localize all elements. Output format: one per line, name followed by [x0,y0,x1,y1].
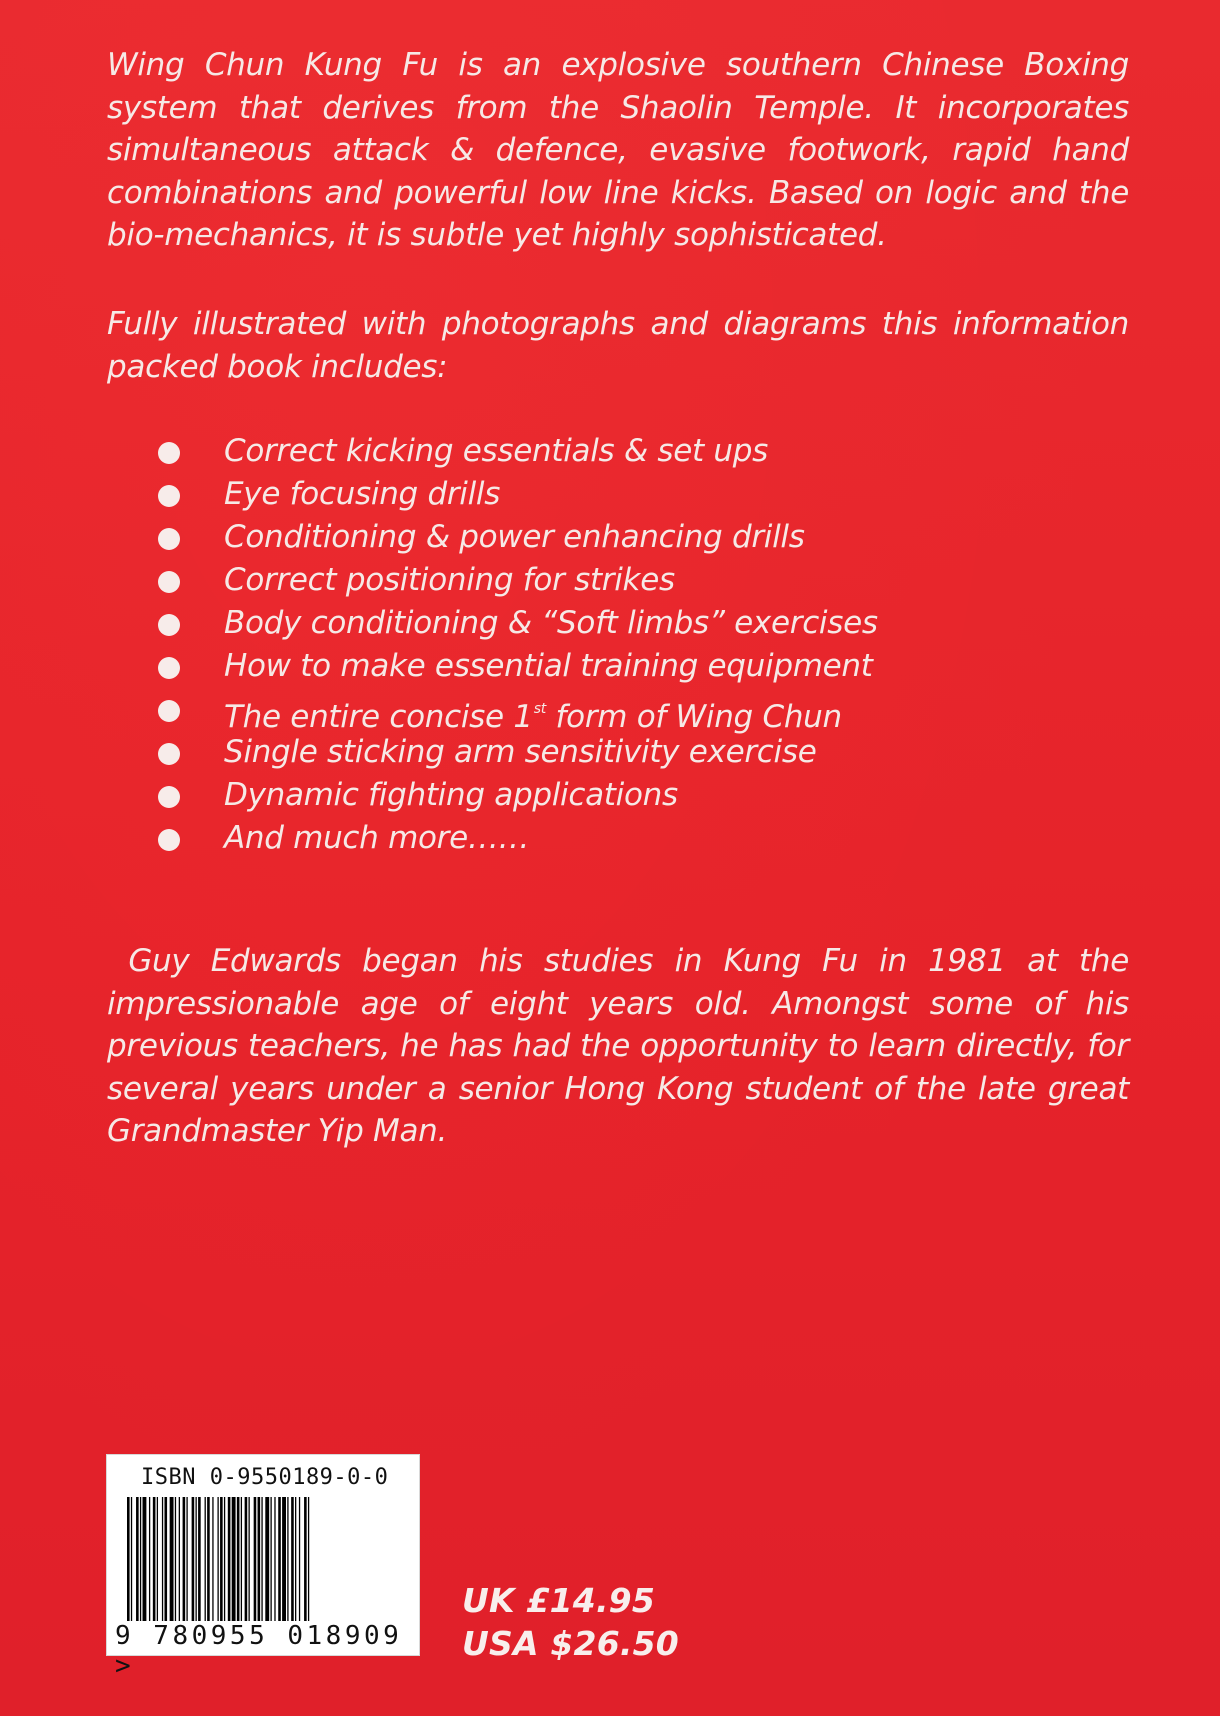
barcode-bar [237,1497,240,1621]
barcode-bar [164,1497,167,1621]
feature-item: Correct positioning for strikes [158,559,878,602]
barcode-bar [265,1497,269,1621]
bullet-icon [158,614,180,636]
feature-item: And much more…… [158,817,878,860]
bullet-icon [158,571,180,593]
barcode-bar [212,1497,213,1621]
barcode-bar [274,1497,275,1621]
bullet-icon [158,786,180,808]
barcode-bar [162,1497,163,1621]
barcode-bar [228,1497,231,1621]
barcode-bar [270,1497,271,1621]
bullet-icon [158,442,180,464]
barcode-bar [291,1497,294,1621]
includes-intro: Fully illustrated with photographs and diagrams this information packed book includes: [107,306,1129,385]
barcode-bar [179,1497,180,1621]
barcode-bar [175,1497,176,1621]
barcode-bar [278,1497,281,1621]
barcode-bar [153,1497,156,1621]
barcode-bar [287,1497,288,1621]
feature-list [158,430,878,860]
barcode-bar [232,1497,236,1621]
feature-item: Dynamic fighting applications [158,774,878,817]
bullet-icon [158,657,180,679]
barcode-bar [258,1497,261,1621]
ean-digits: 9 780955 018909 > [115,1621,403,1681]
feature-item: The entire concise 1st form of Wing Chun [158,688,878,731]
barcode-bar [299,1497,300,1621]
barcode-bar [157,1497,158,1621]
barcode-bar [127,1497,130,1621]
isbn-number: ISBN 0-9550189-0-0 [141,1465,389,1490]
barcode-bar [198,1497,201,1621]
barcode-bar [241,1497,242,1621]
barcode-bar [295,1497,296,1621]
bullet-icon [158,485,180,507]
bullet-icon [158,743,180,765]
author-bio: Guy Edwards began his studies in Kung Fu in 1981 at the impressionable age of eight years old. Amongst some of his previous teachers, he has had the opportunity to learn directly, for several years under a senior Hong Kong student of the late great Grandmaster Yip Man. [107,943,1139,1149]
barcode-bar [131,1497,132,1621]
barcode-bar [149,1497,150,1621]
barcode-bar [245,1497,248,1621]
barcode-bar [186,1497,187,1621]
bullet-icon [158,528,180,550]
barcode-bar [220,1497,223,1621]
barcode-label [106,1454,420,1681]
barcode-bar [192,1497,195,1621]
bullet-icon [158,829,180,851]
barcode-bar [136,1497,139,1621]
intro-paragraph: Wing Chun Kung Fu is an explosive southern Chinese Boxing system that derives from the Shaolin Temple. It incorporates simultaneous attack & defence, evasive footwork, rapid hand combinations and powerful low line kicks. Based on logic and the bio-mechanics, it is subtle yet highly sophisticated. [107,47,1129,253]
feature-item: Body conditioning & “Soft limbs” exercises [158,602,878,645]
barcode-bar [224,1497,225,1621]
barcode-bar [304,1497,307,1621]
barcode-bar [254,1497,257,1621]
bullet-icon [158,700,180,722]
barcode-bar [207,1497,210,1621]
barcode-bar [248,1497,249,1621]
barcode-bar [205,1497,206,1621]
barcode-bar [261,1497,262,1621]
barcode-bar [183,1497,186,1621]
feature-item: How to make essential training equipment [158,645,878,688]
price-uk: UK £14.95 [462,1581,656,1620]
barcode-bar [282,1497,286,1621]
feature-item: Conditioning & power enhancing drills [158,516,878,559]
barcode-bar [170,1497,174,1621]
barcode-bar [196,1497,197,1621]
feature-item: Correct kicking essentials & set ups [158,430,878,473]
price-usa: USA $26.50 [462,1624,679,1663]
barcode-bar [140,1497,141,1621]
barcode-bar [143,1497,147,1621]
feature-item: Eye focusing drills [158,473,878,516]
barcode-bar [217,1497,218,1621]
barcode-icon [127,1497,403,1621]
barcode-bar [308,1497,309,1621]
feature-item: Single sticking arm sensitivity exercise [158,731,878,774]
